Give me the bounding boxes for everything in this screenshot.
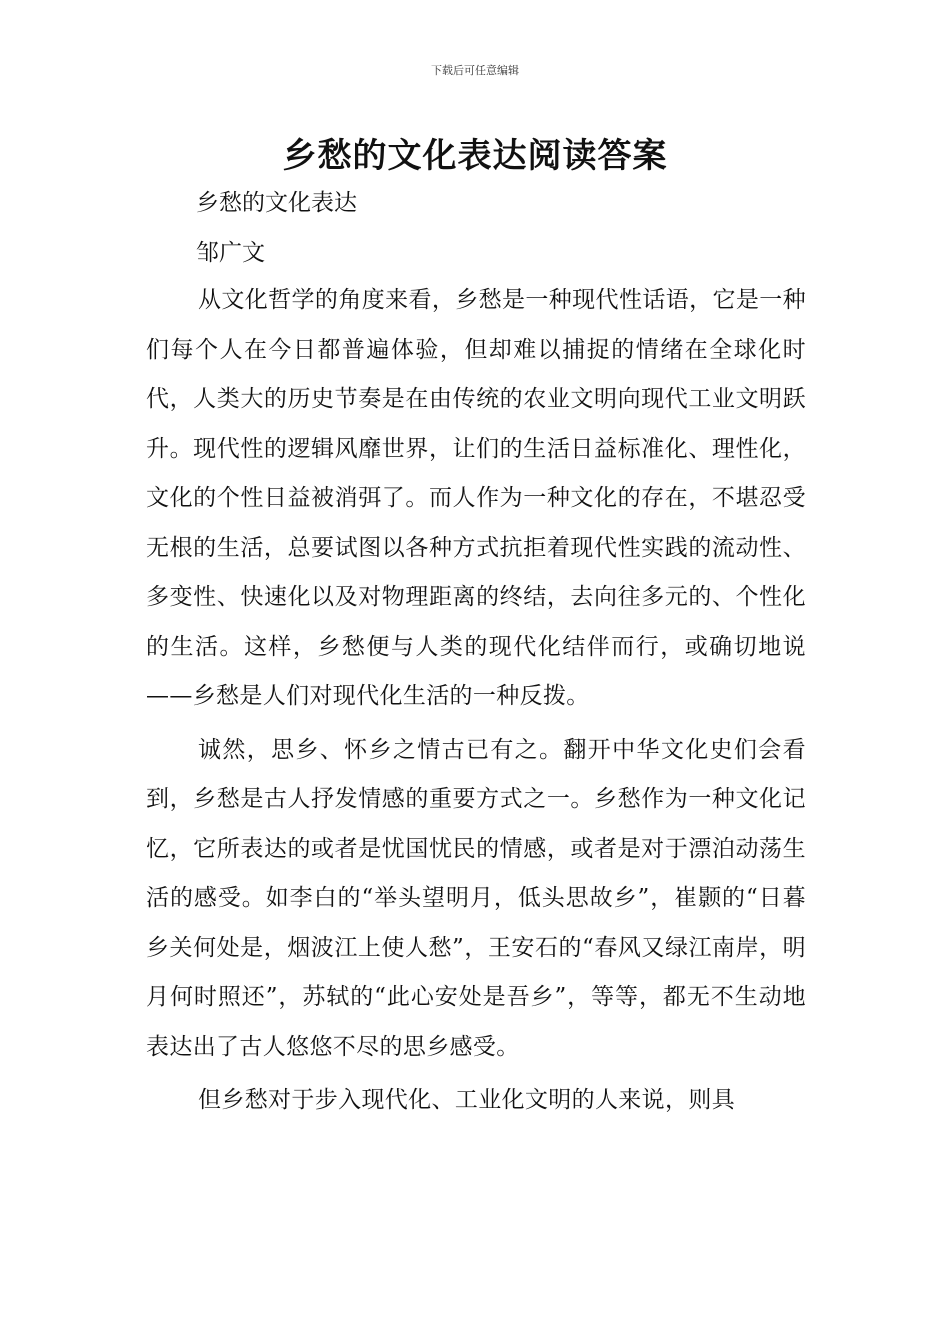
article-body bbox=[146, 276, 806, 1126]
header-note: 下载后可任意编辑 bbox=[431, 64, 519, 77]
author-name: 邹广文 bbox=[196, 240, 265, 266]
paragraph-3: 但乡愁对于步入现代化、工业化文明的人来说，则具 bbox=[198, 1087, 736, 1113]
article-subtitle: 乡愁的文化表达 bbox=[196, 190, 357, 216]
paragraph-2: 诚然，思乡、怀乡之情古已有之。翻开中华文化史们会看到，乡愁是古人抒发情感的重要方式之一。乡愁作为一种文化记忆，它所表达的或者是忧国忧民的情感，或者是对于漂泊动荡生活的感受。如李白的“举头望明月，低头思故乡”，崔颢的“日暮乡关何处是，烟波江上使人愁”，王安石的“春风又绿江南岸，明月何时照还”，苏轼的“此心安处是吾乡”，等等，都无不生动地表达出了古人悠悠不尽的思乡感受。 bbox=[146, 736, 806, 1060]
paragraph-1: 从文化哲学的角度来看，乡愁是一种现代性话语，它是一种们每个人在今日都普遍体验，但却难以捕捉的情绪在全球化时代，人类大的历史节奏是在由传统的农业文明向现代工业文明跃升。现代性的逻辑风靡世界，让们的生活日益标准化、理性化，文化的个性日益被消弭了。而人作为一种文化的存在，不堪忍受无根的生活，总要试图以各种方式抗拒着现代性实践的流动性、多变性、快速化以及对物理距离的终结，去向往多元的、个性化的生活。这样，乡愁便与人类的现代化结伴而行，或确切地说——乡愁是人们对现代化生活的一种反拨。 bbox=[146, 287, 806, 709]
page-title: 乡愁的文化表达阅读答案 bbox=[282, 136, 668, 176]
